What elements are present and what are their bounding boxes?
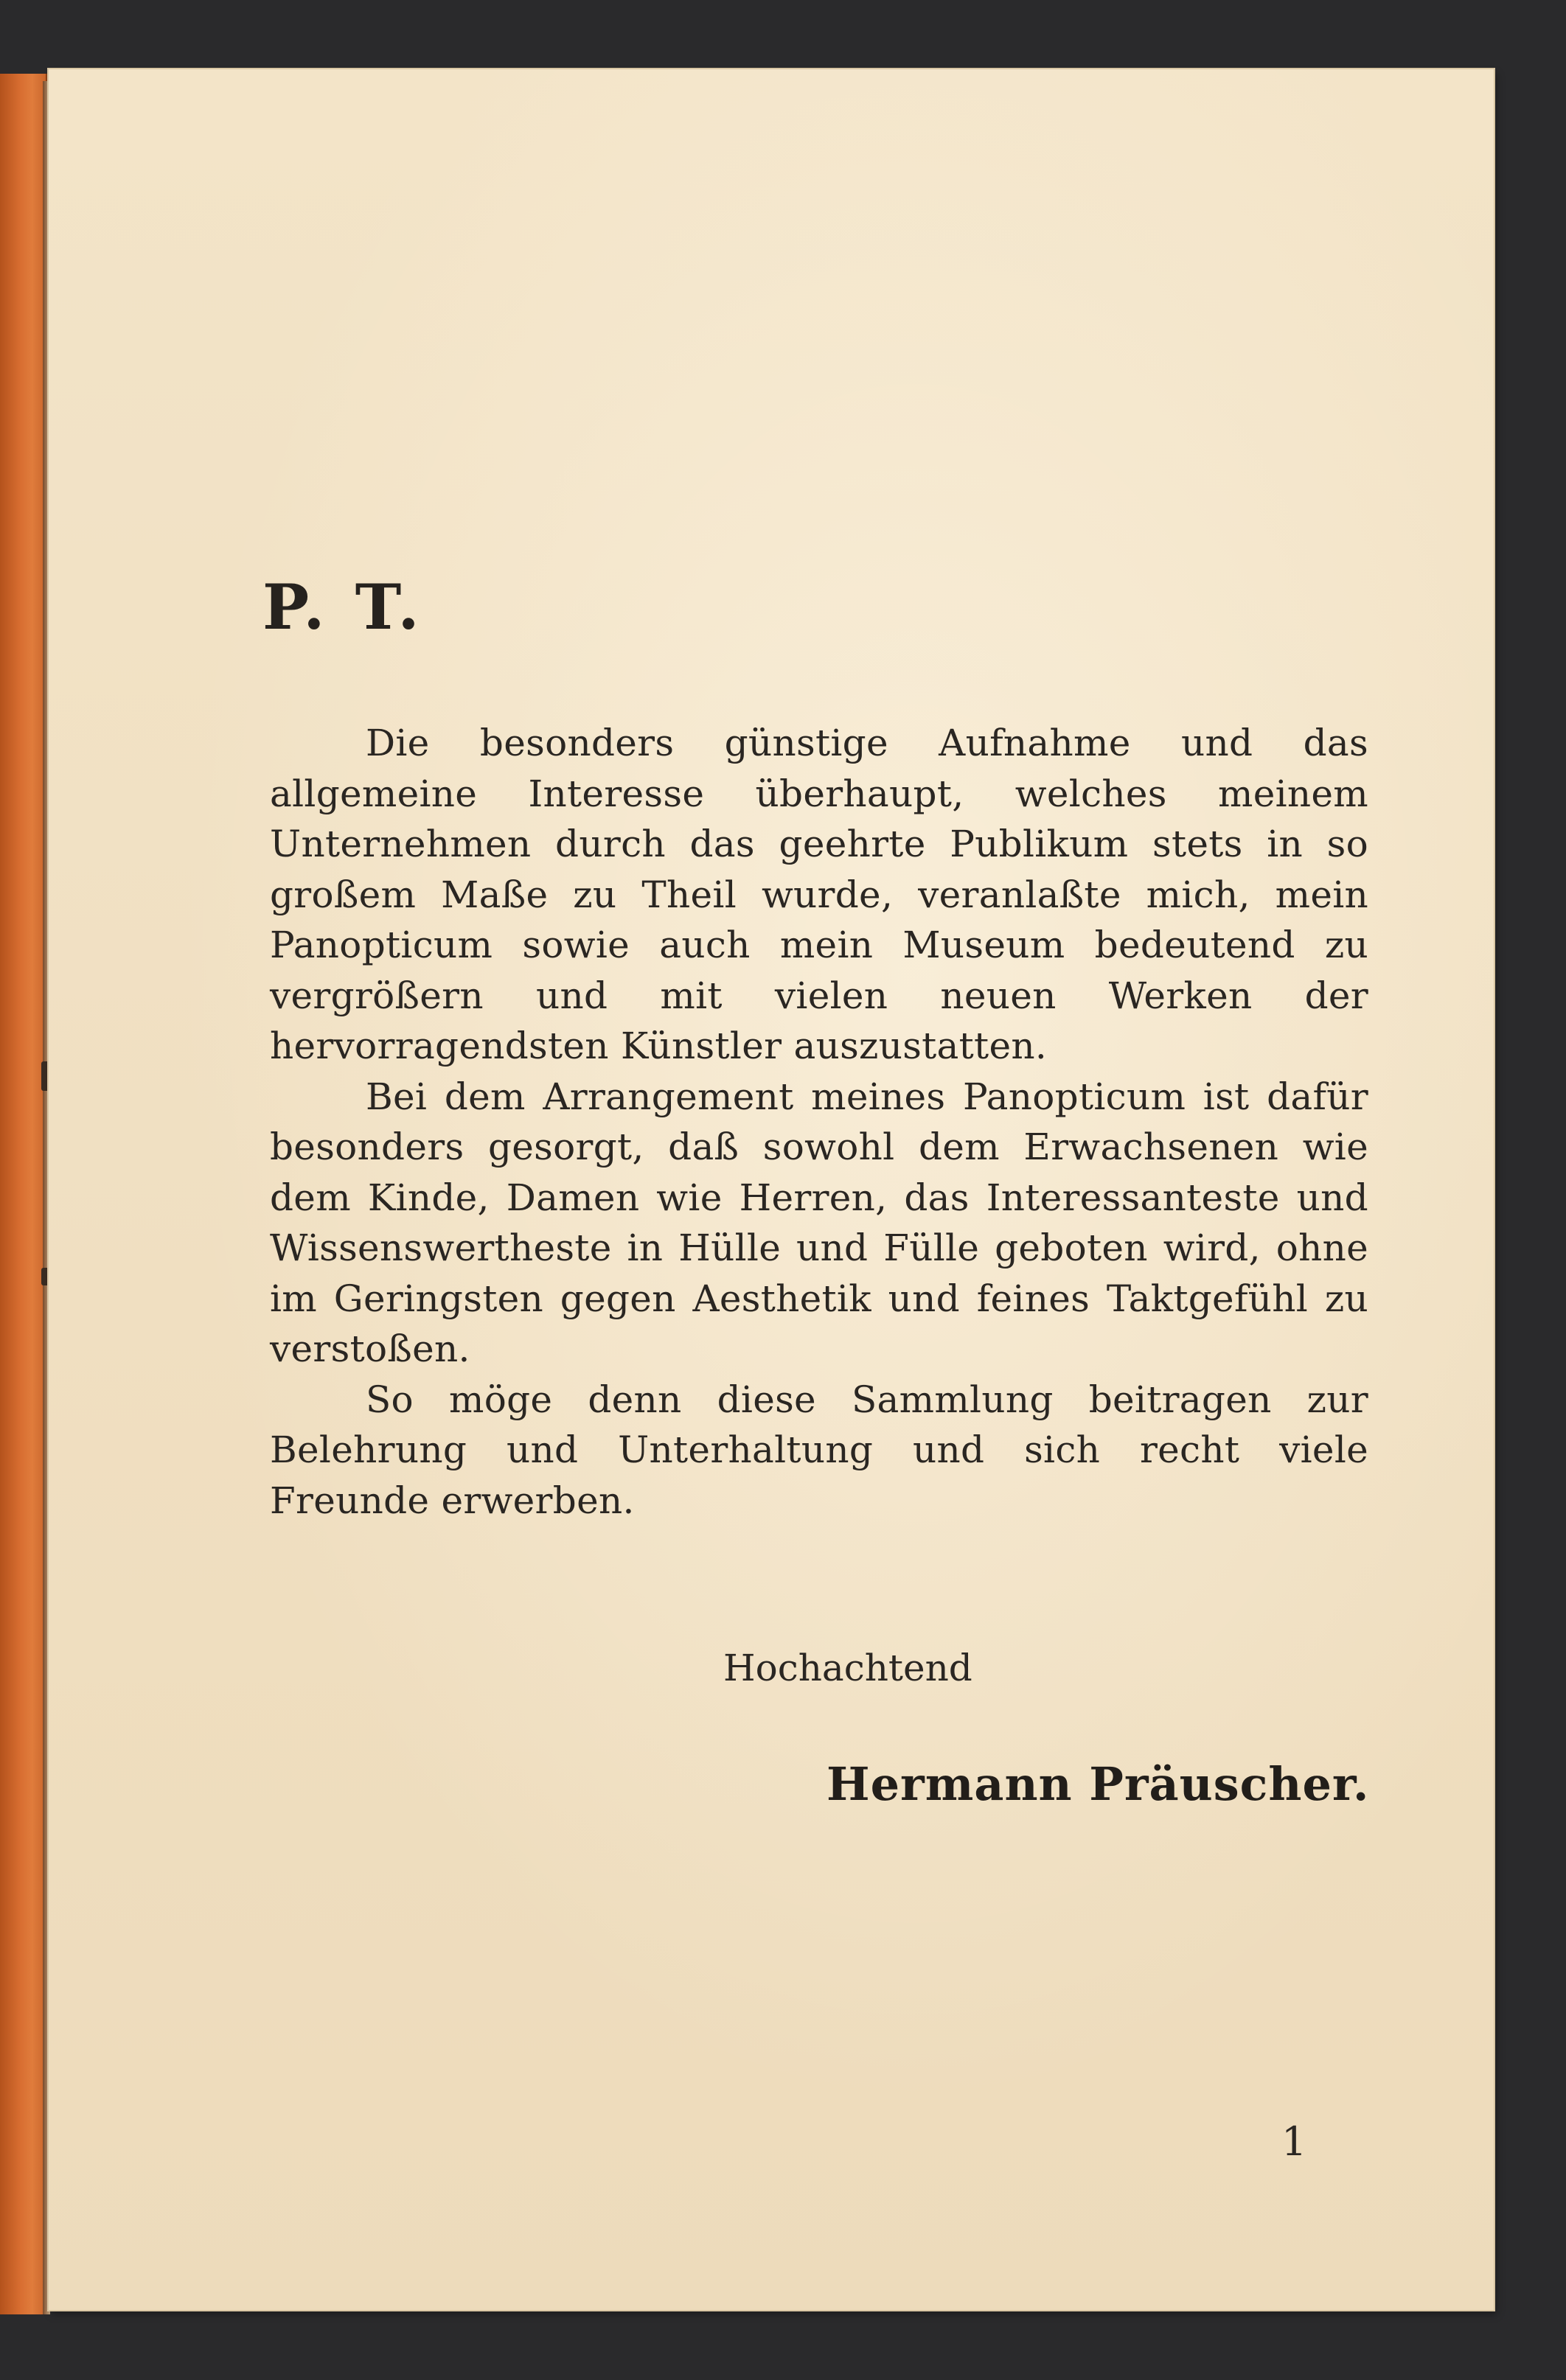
document-page (49, 69, 1494, 2310)
closing-salutation: Hochachtend (723, 1647, 972, 1689)
body-text (270, 718, 1368, 1526)
orange-binding-strip (0, 74, 47, 2314)
page-number: 1 (1281, 2118, 1307, 2165)
paragraph-1: Die besonders günstige Aufnahme und das allgemeine Interesse überhaupt, welches meinem Unternehmen durch das geehrte Publikum stets in so großem Maße zu Theil wurde, veranlaßte mich, mein Panopticum sowie auch mein Museum bedeutend zu vergrößern und mit vielen neuen Werken der hervorragendsten Künstler auszustatten. (270, 722, 1368, 1067)
page-heading: P. T. (262, 570, 424, 643)
paragraph-2: Bei dem Arrangement meines Panopticum ist dafür besonders gesorgt, daß sowohl dem Erwachsenen wie dem Kinde, Damen wie Herren, das Interessanteste und Wissenswertheste in Hülle und Fülle geboten wird, ohne im Geringsten gegen Aesthetik und feines Taktgefühl zu verstoßen. (270, 1075, 1368, 1370)
signature: Hermann Präuscher. (826, 1757, 1370, 1811)
paragraph-3: So möge denn diese Sammlung beitragen zur Belehrung und Unterhaltung und sich recht viele Freunde erwerben. (270, 1378, 1368, 1522)
